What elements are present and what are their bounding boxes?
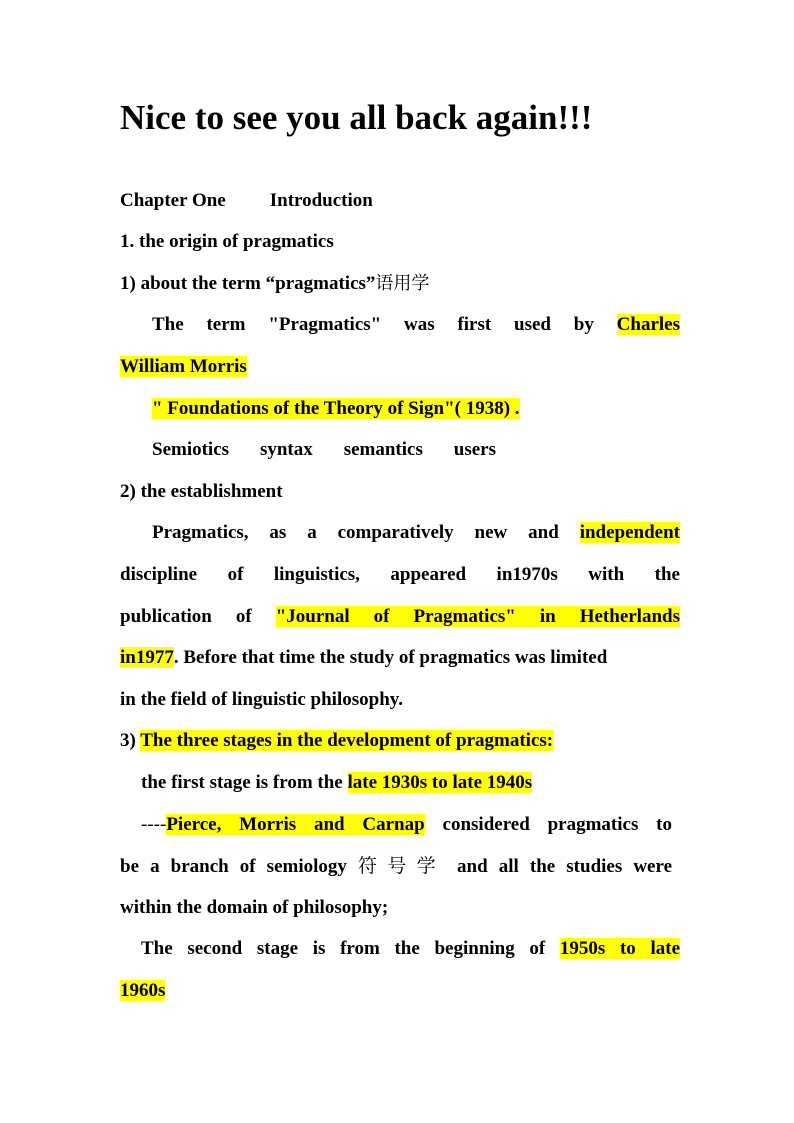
- paragraph-line: discipline of linguistics, appeared in1970s with the: [120, 564, 680, 585]
- paragraph-line: [120, 935, 680, 963]
- paragraph-line: [120, 519, 680, 547]
- subsection-number: 3): [120, 730, 136, 751]
- term-item: users: [453, 439, 496, 460]
- term-item: semantics: [343, 439, 423, 460]
- chapter-heading: [120, 187, 373, 215]
- term-item: Semiotics: [152, 439, 230, 460]
- paragraph-line: [141, 769, 532, 797]
- highlighted-names: Pierce, Morris and Carnap: [166, 814, 425, 835]
- paragraph-line: [120, 603, 680, 631]
- highlighted-text: 1950s to late: [559, 938, 681, 959]
- highlighted-text: Charles: [616, 314, 680, 335]
- chapter-number: Chapter One: [120, 190, 226, 211]
- dash-text: ----: [141, 814, 167, 835]
- subsection-heading-term: [120, 270, 429, 298]
- paragraph-text: the first stage is from the: [141, 772, 343, 793]
- paragraph-text: Pragmatics, as a comparatively new and: [152, 522, 559, 543]
- paragraph-line: [120, 977, 165, 1005]
- subsection-heading-term-text: 1) about the term “pragmatics”: [120, 273, 376, 294]
- paragraph-text: considered pragmatics to: [442, 814, 673, 835]
- paragraph-text: The second stage is from the beginning of: [141, 938, 546, 959]
- term-item: syntax: [259, 439, 313, 460]
- highlighted-heading: The three stages in the development of pragmatics:: [140, 730, 554, 751]
- subsection-heading-establishment: 2) the establishment: [120, 481, 283, 502]
- highlighted-text: 1960s: [120, 980, 166, 1001]
- paragraph-line: [120, 852, 672, 881]
- highlighted-text: in1977: [120, 647, 174, 668]
- paragraph-line: within the domain of philosophy;: [120, 897, 389, 918]
- paragraph-text: The term "Pragmatics" was first used by: [152, 314, 594, 335]
- subsection-heading-stages: [120, 727, 553, 755]
- paragraph-line: [152, 395, 520, 423]
- paragraph-line: [120, 811, 672, 839]
- section-heading-origin: 1. the origin of pragmatics: [120, 231, 334, 252]
- highlighted-journal-title: "Journal of Pragmatics" in Hetherlands: [275, 606, 680, 627]
- page-title: Nice to see you all back again!!!: [120, 98, 593, 137]
- paragraph-text: and all the studies were: [457, 856, 672, 877]
- chinese-term-pragmatics: 语用学: [375, 273, 430, 294]
- paragraph-text: . Before that time the study of pragmatics was limited: [173, 647, 608, 668]
- paragraph-text: be a branch of semiology: [120, 856, 347, 877]
- paragraph-text: publication of: [120, 606, 252, 627]
- paragraph-line: in the field of linguistic philosophy.: [120, 689, 403, 710]
- paragraph-line: [120, 353, 247, 381]
- highlighted-text: late 1930s to late 1940s: [347, 772, 533, 793]
- paragraph-line: [120, 644, 672, 672]
- chinese-term-semiology: 符号学: [357, 855, 446, 877]
- highlighted-book-title: " Foundations of the Theory of Sign"( 1938) .: [152, 398, 520, 419]
- highlighted-text: William Morris: [120, 356, 247, 377]
- terms-row: [152, 436, 496, 464]
- highlighted-text: independent: [579, 522, 680, 543]
- paragraph-line: [120, 311, 680, 339]
- chapter-name: Introduction: [269, 190, 373, 211]
